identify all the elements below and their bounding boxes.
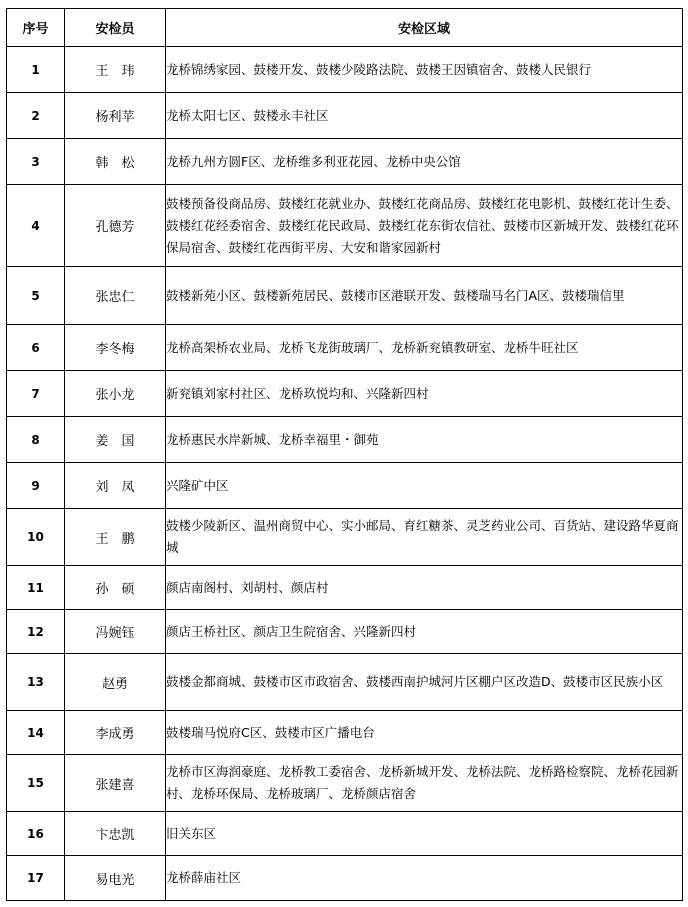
table-row	[7, 139, 683, 185]
table-row	[7, 93, 683, 139]
row-area: 旧关东区	[166, 812, 683, 856]
row-number: 15	[7, 755, 65, 812]
row-inspector: 李冬梅	[65, 325, 166, 371]
row-inspector: 卞忠凯	[65, 812, 166, 856]
row-area: 颜店南阁村、刘胡村、颜店村	[166, 566, 683, 610]
row-area: 龙桥九州方圆F区、龙桥维多利亚花园、龙桥中央公馆	[166, 139, 683, 185]
row-area: 龙桥市区海润豪庭、龙桥教工委宿舍、龙桥新城开发、龙桥法院、龙桥路检察院、龙桥花园新村、龙桥环保局、龙桥玻璃厂、龙桥颜店宿舍	[166, 755, 683, 812]
table-row	[7, 417, 683, 463]
row-inspector: 孙 硕	[65, 566, 166, 610]
row-area: 颜店王桥社区、颜店卫生院宿舍、兴隆新四村	[166, 610, 683, 654]
table-row	[7, 185, 683, 267]
row-inspector: 冯婉钰	[65, 610, 166, 654]
row-number: 8	[7, 417, 65, 463]
table-row	[7, 812, 683, 856]
row-number: 14	[7, 711, 65, 755]
table-row	[7, 267, 683, 325]
row-area: 兴隆矿中区	[166, 463, 683, 509]
row-inspector: 赵勇	[65, 654, 166, 711]
row-inspector: 姜 国	[65, 417, 166, 463]
table-row	[7, 47, 683, 93]
row-number: 1	[7, 47, 65, 93]
row-inspector: 易电光	[65, 856, 166, 901]
table-row	[7, 325, 683, 371]
row-number: 2	[7, 93, 65, 139]
row-number: 11	[7, 566, 65, 610]
table-row	[7, 755, 683, 812]
table-row	[7, 610, 683, 654]
row-area: 龙桥惠民水岸新城、龙桥幸福里・御苑	[166, 417, 683, 463]
table-row	[7, 371, 683, 417]
row-inspector: 王 鹏	[65, 509, 166, 566]
row-number: 17	[7, 856, 65, 901]
table-row	[7, 856, 683, 901]
row-area: 鼓楼新苑小区、鼓楼新苑居民、鼓楼市区港联开发、鼓楼瑞马名门A区、鼓楼瑞信里	[166, 267, 683, 325]
table-row	[7, 509, 683, 566]
row-inspector: 张建喜	[65, 755, 166, 812]
row-inspector: 张小龙	[65, 371, 166, 417]
row-inspector: 刘 凤	[65, 463, 166, 509]
header-inspector: 安检员	[65, 9, 166, 47]
row-number: 3	[7, 139, 65, 185]
table-row	[7, 463, 683, 509]
row-area: 鼓楼金都商城、鼓楼市区市政宿舍、鼓楼西南护城河片区棚户区改造D、鼓楼市区民族小区	[166, 654, 683, 711]
row-number: 4	[7, 185, 65, 267]
row-area: 龙桥高架桥农业局、龙桥飞龙街玻璃厂、龙桥新兖镇教研室、龙桥牛旺社区	[166, 325, 683, 371]
row-area: 鼓楼少陵新区、温州商贸中心、实小邮局、育红糖茶、灵芝药业公司、百货站、建设路华夏商城	[166, 509, 683, 566]
row-inspector: 李成勇	[65, 711, 166, 755]
row-inspector: 韩 松	[65, 139, 166, 185]
header-number: 序号	[7, 9, 65, 47]
row-number: 13	[7, 654, 65, 711]
table-header-row	[7, 9, 683, 47]
row-inspector: 张忠仁	[65, 267, 166, 325]
row-area: 龙桥锦绣家园、鼓楼开发、鼓楼少陵路法院、鼓楼王因镇宿舍、鼓楼人民银行	[166, 47, 683, 93]
inspection-table	[6, 8, 683, 901]
row-number: 9	[7, 463, 65, 509]
row-number: 16	[7, 812, 65, 856]
table-row	[7, 566, 683, 610]
row-inspector: 王 玮	[65, 47, 166, 93]
row-number: 5	[7, 267, 65, 325]
row-inspector: 杨利苹	[65, 93, 166, 139]
row-number: 6	[7, 325, 65, 371]
row-number: 7	[7, 371, 65, 417]
table-row	[7, 654, 683, 711]
row-area: 新兖镇刘家村社区、龙桥玖悦均和、兴隆新四村	[166, 371, 683, 417]
row-area: 鼓楼预备役商品房、鼓楼红花就业办、鼓楼红花商品房、鼓楼红花电影机、鼓楼红花计生委、鼓楼红花经委宿舍、鼓楼红花民政局、鼓楼红花东街农信社、鼓楼市区新城开发、鼓楼红花环保局宿舍、鼓楼红花西街平房、大安和谐家园新村	[166, 185, 683, 267]
row-inspector: 孔德芳	[65, 185, 166, 267]
row-area: 龙桥薛庙社区	[166, 856, 683, 901]
row-area: 龙桥太阳七区、鼓楼永丰社区	[166, 93, 683, 139]
header-area: 安检区域	[166, 9, 683, 47]
row-number: 12	[7, 610, 65, 654]
row-area: 鼓楼瑞马悦府C区、鼓楼市区广播电台	[166, 711, 683, 755]
row-number: 10	[7, 509, 65, 566]
table-row	[7, 711, 683, 755]
